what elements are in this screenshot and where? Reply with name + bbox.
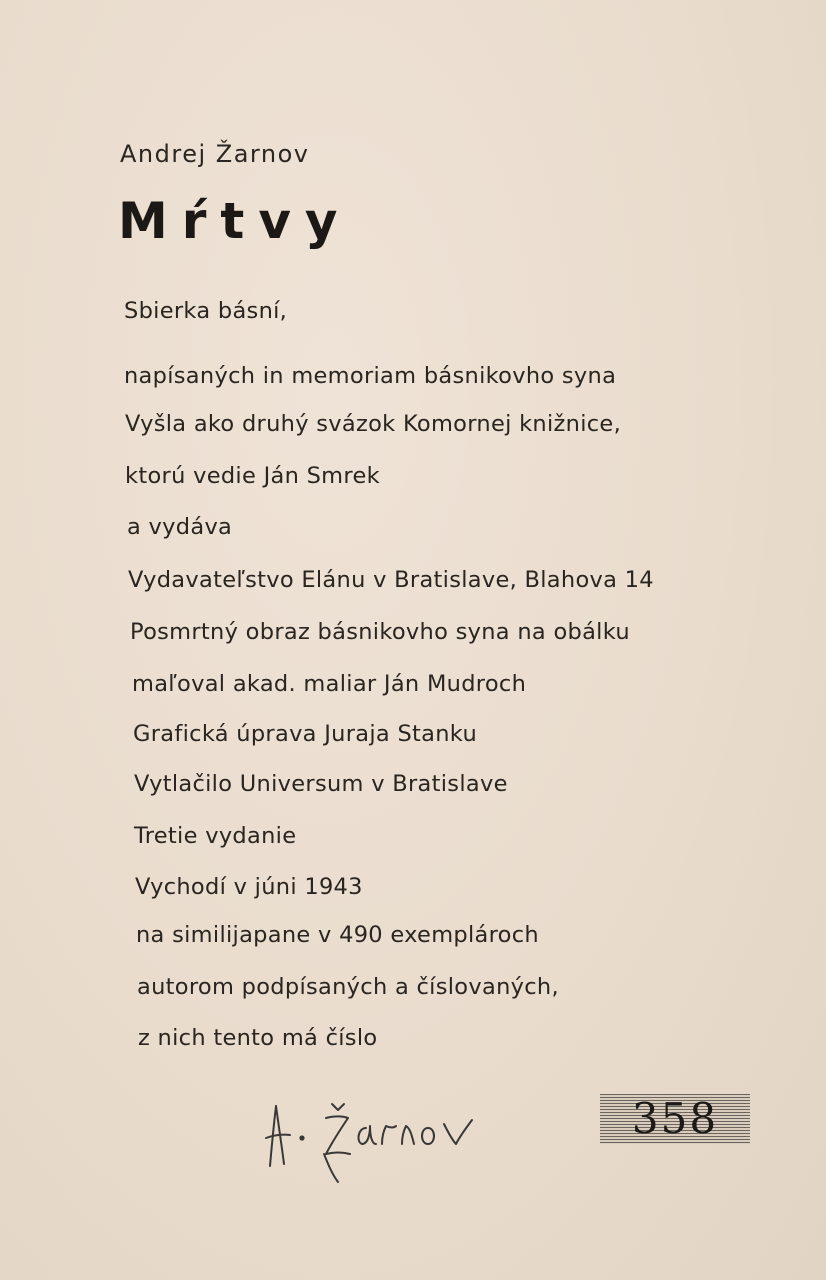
author-signature xyxy=(262,1098,512,1188)
imprint-line: Vychodí v júni 1943 xyxy=(135,874,363,900)
imprint-line: Grafická úprava Juraja Stanku xyxy=(133,721,478,747)
imprint-line: ktorú vedie Ján Smrek xyxy=(125,463,380,489)
imprint-line: Vyšla ako druhý svázok Komornej knižnice, xyxy=(125,411,622,437)
imprint-line: Vydavateľstvo Elánu v Bratislave, Blahova 14 xyxy=(128,567,654,593)
imprint-line: Vytlačilo Universum v Bratislave xyxy=(134,771,508,797)
imprint-line: a vydáva xyxy=(127,514,233,540)
imprint-line: Tretie vydanie xyxy=(134,823,297,849)
copy-number-stamp xyxy=(600,1094,750,1144)
imprint-line: maľoval akad. maliar Ján Mudroch xyxy=(132,671,527,697)
imprint-line: Posmrtný obraz básnikovho syna na obálku xyxy=(130,619,630,645)
copy-number: 358 xyxy=(631,1094,719,1143)
imprint-line: autorom podpísaných a číslovaných, xyxy=(137,974,559,1000)
imprint-line: Sbierka básní, xyxy=(124,298,288,324)
imprint-line: z nich tento má číslo xyxy=(138,1025,378,1051)
book-title: Mŕtvy xyxy=(118,192,352,250)
author-name: Andrej Žarnov xyxy=(120,140,310,168)
imprint-line: na similijapane v 490 exemplároch xyxy=(136,922,539,948)
imprint-line: napísaných in memoriam básnikovho syna xyxy=(124,363,617,389)
